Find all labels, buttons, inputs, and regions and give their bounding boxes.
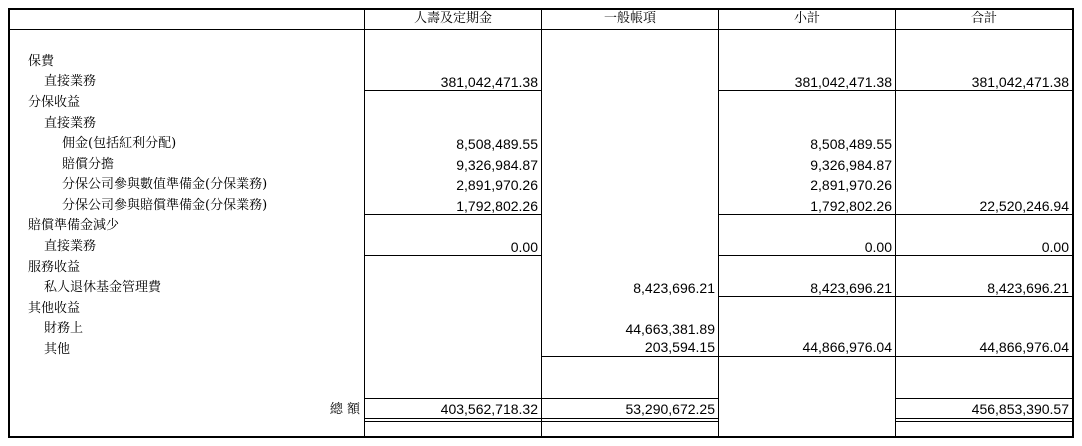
header-total: 合計 <box>970 11 997 26</box>
row-label-financial: 財務上 <box>44 321 84 336</box>
cell-value: 8,508,489.55 <box>456 136 538 152</box>
header-subtotal: 小計 <box>793 11 820 26</box>
total-double-rule <box>896 421 1072 422</box>
total-value: 456,853,390.57 <box>971 401 1069 417</box>
header-general-account: 一般帳項 <box>603 11 656 26</box>
row-label-direct-business: 直接業務 <box>44 116 97 131</box>
cell-value: 8,423,696.21 <box>633 280 715 296</box>
cell-value: 381,042,471.38 <box>440 74 538 90</box>
total-double-rule <box>542 421 718 422</box>
row-label-reinsurer-reserve: 分保公司參與數值準備金(分保業務) <box>62 177 268 192</box>
cell-value: 44,866,976.04 <box>979 339 1069 355</box>
cell-value: 1,792,802.26 <box>810 198 892 214</box>
row-label-direct-business: 直接業務 <box>44 239 97 254</box>
row-label-other-income: 其他收益 <box>28 301 81 316</box>
cell-value: 381,042,471.38 <box>971 74 1069 90</box>
column-divider <box>541 10 542 436</box>
row-label-direct-business: 直接業務 <box>44 74 97 89</box>
cell-value: 8,423,696.21 <box>810 280 892 296</box>
row-label-premiums: 保費 <box>28 54 55 69</box>
cell-value: 22,520,246.94 <box>979 198 1069 214</box>
cell-value: 8,423,696.21 <box>987 280 1069 296</box>
cell-value: 381,042,471.38 <box>794 74 892 90</box>
total-value: 53,290,672.25 <box>625 401 715 417</box>
header-rule <box>10 29 1072 30</box>
cell-value: 9,326,984.87 <box>810 157 892 173</box>
cell-value: 0.00 <box>510 239 538 255</box>
row-label-service-income: 服務收益 <box>28 260 81 275</box>
total-label: 總 額 <box>329 402 360 417</box>
cell-value: 9,326,984.87 <box>456 157 538 173</box>
row-label-claims-reserve-decrease: 賠償準備金減少 <box>28 218 120 233</box>
cell-value: 203,594.15 <box>644 339 715 355</box>
total-double-rule <box>365 421 541 422</box>
row-label-reinsurer-claims-reserve: 分保公司參與賠償準備金(分保業務) <box>62 198 268 213</box>
total-value: 403,562,718.32 <box>440 401 538 417</box>
row-label-other: 其他 <box>44 342 71 357</box>
cell-value: 44,663,381.89 <box>625 321 715 337</box>
row-label-pension-fee: 私人退休基金管理費 <box>44 280 162 295</box>
cell-value: 0.00 <box>1041 239 1069 255</box>
cell-value: 0.00 <box>864 239 892 255</box>
row-label-commission: 佣金(包括紅利分配) <box>62 136 177 151</box>
row-label-claims-share: 賠償分擔 <box>62 157 115 172</box>
cell-value: 2,891,970.26 <box>456 177 538 193</box>
cell-value: 1,792,802.26 <box>456 198 538 214</box>
cell-value: 2,891,970.26 <box>810 177 892 193</box>
header-life-annuity: 人壽及定期金 <box>413 11 492 26</box>
cell-value: 8,508,489.55 <box>810 136 892 152</box>
cell-value: 44,866,976.04 <box>802 339 892 355</box>
row-label-reinsurance-income: 分保收益 <box>28 95 81 110</box>
